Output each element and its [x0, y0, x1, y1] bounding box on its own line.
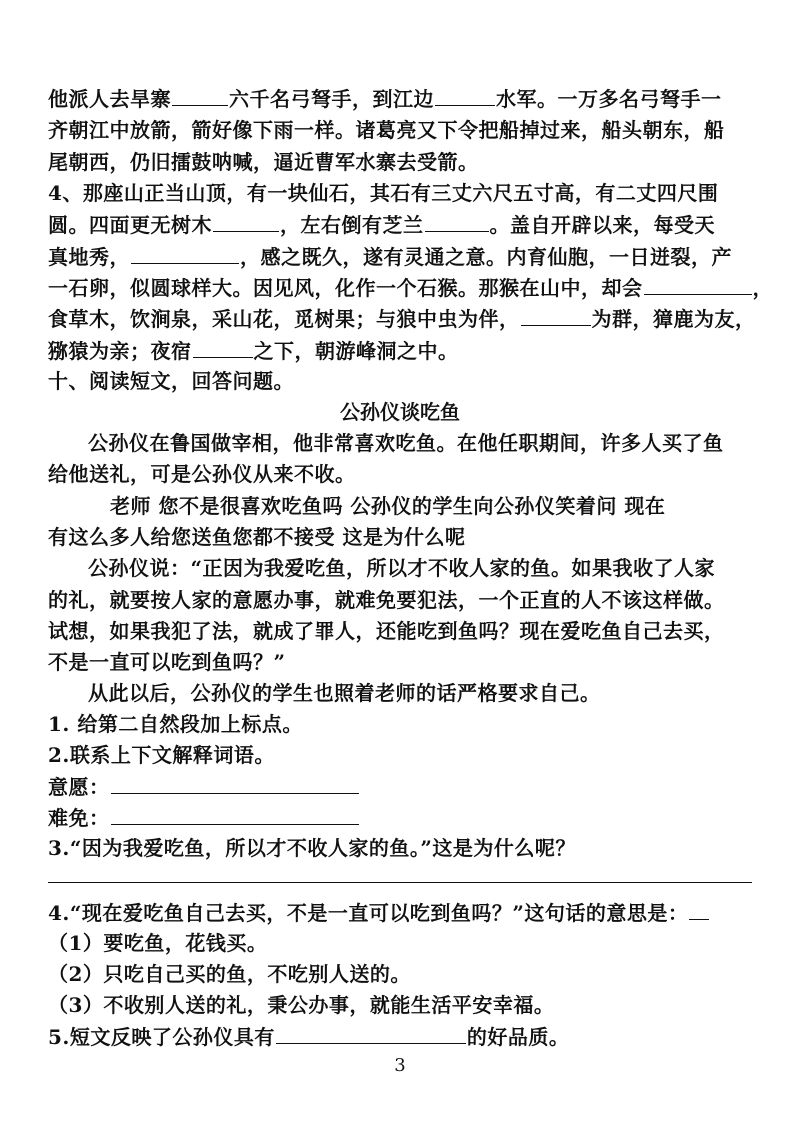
paragraph2-line1: 老师 您不是很喜欢吃鱼吗 公孙仪的学生向公孙仪笑着问 现在 — [110, 494, 666, 518]
passage4-line4 — [48, 275, 773, 300]
passage4-line3 — [48, 244, 732, 269]
q4-option-1: （1）要吃鱼，花钱买。 — [48, 931, 268, 955]
paragraph3-line4: 不是一直可以吃到鱼吗？” — [48, 650, 286, 674]
text: 一石卵，似圆球样大。因见风，化作一个石猴。那猴在山中，却会 — [48, 276, 643, 300]
paragraph1-line1: 公孙仪在鲁国做宰相，他非常喜欢吃鱼。在他任职期间，许多人买了鱼 — [88, 431, 724, 455]
text: 5.短文反映了公孙仪具有 — [48, 1025, 275, 1049]
term-label: 意愿： — [48, 775, 110, 799]
passage3-line1 — [48, 86, 722, 111]
text: 食草木，饮涧泉，采山花，觅树果；与狼中虫为伴， — [48, 307, 520, 331]
question-2b — [48, 805, 360, 830]
text: ，左右倒有芝兰 — [280, 213, 424, 237]
text: 水军。一万多名弓弩手一 — [496, 87, 722, 111]
passage4-line5 — [48, 306, 756, 331]
text: 的好品质。 — [466, 1025, 570, 1049]
text: 之下，朝游峰洞之中。 — [253, 339, 459, 363]
paragraph3-line1: 公孙仪说：“正因为我爱吃鱼，所以才不收人家的鱼。如果我收了人家 — [88, 556, 716, 580]
passage4-line2 — [48, 212, 715, 237]
paragraph3-line3: 试想，如果我犯了法，就成了罪人，还能吃到鱼吗？现在爱吃鱼自己去买， — [48, 619, 725, 643]
text: 圆。四面更无树木 — [48, 213, 212, 237]
text: 真地秀， — [48, 245, 130, 269]
answer-blank[interactable] — [689, 900, 709, 920]
answer-line[interactable] — [48, 882, 752, 883]
fill-blank[interactable] — [213, 212, 279, 232]
fill-blank[interactable] — [172, 86, 228, 106]
text: 六千名弓弩手，到江边 — [229, 87, 434, 111]
text: 。盖自开辟以来，每受天 — [489, 213, 715, 237]
passage3-line2: 齐朝江中放箭，箭好像下雨一样。诸葛亮又下令把船掉过来，船头朝东，船 — [48, 118, 725, 142]
question-5 — [48, 1024, 569, 1049]
passage-title: 公孙仪谈吃鱼 — [340, 400, 460, 424]
question-2: 2.联系上下文解释词语。 — [48, 743, 275, 767]
text: 猕猿为亲；夜宿 — [48, 339, 192, 363]
fill-blank[interactable] — [521, 306, 591, 326]
section-heading: 十、阅读短文，回答问题。 — [48, 369, 294, 393]
question-4 — [48, 900, 710, 925]
text: 他派人去旱寨 — [48, 87, 171, 111]
paragraph3-line2: 的礼，就要按人家的意愿办事，就难免要犯法，一个正直的人不该这样做。 — [48, 588, 725, 612]
question-3: 3.“因为我爱吃鱼，所以才不收人家的鱼。”这是为什么呢？ — [48, 836, 576, 860]
passage3-line3: 尾朝西，仍旧擂鼓呐喊，逼近曹军水寨去受箭。 — [48, 150, 479, 174]
fill-blank[interactable] — [425, 212, 489, 232]
paragraph1-line2: 给他送礼，可是公孙仪从来不收。 — [48, 462, 356, 486]
answer-line[interactable] — [111, 774, 359, 794]
question-1: 1. 给第二自然段加上标点。 — [48, 712, 303, 736]
term-label: 难免： — [48, 806, 110, 830]
fill-blank[interactable] — [435, 86, 495, 106]
fill-blank[interactable] — [193, 338, 253, 358]
text: 为群，獐鹿为友， — [591, 307, 756, 331]
answer-line[interactable] — [111, 805, 359, 825]
q4-option-2: （2）只吃自己买的鱼，不吃别人送的。 — [48, 962, 411, 986]
paragraph2-line2: 有这么多人给您送鱼您都不接受 这是为什么呢 — [48, 525, 466, 549]
text: ， — [752, 276, 773, 300]
q4-option-3: （3）不收别人送的礼，秉公办事，就能生活平安幸福。 — [48, 993, 555, 1017]
question-2a — [48, 774, 360, 799]
passage4-line6 — [48, 338, 459, 363]
passage4-line1: 4、那座山正当山顶，有一块仙石，其石有三丈六尺五寸高，有二丈四尺围 — [48, 181, 719, 205]
fill-blank[interactable] — [644, 275, 752, 295]
text: ，感之既久，遂有灵通之意。内育仙胞，一日迸裂，产 — [240, 245, 732, 269]
question-text: 4.“现在爱吃鱼自己去买，不是一直可以吃到鱼吗？”这句话的意思是： — [48, 901, 689, 925]
answer-line[interactable] — [276, 1024, 466, 1044]
paragraph4: 从此以后，公孙仪的学生也照着老师的话严格要求自己。 — [88, 681, 601, 705]
page-number: 3 — [394, 1055, 406, 1076]
fill-blank[interactable] — [131, 244, 239, 264]
